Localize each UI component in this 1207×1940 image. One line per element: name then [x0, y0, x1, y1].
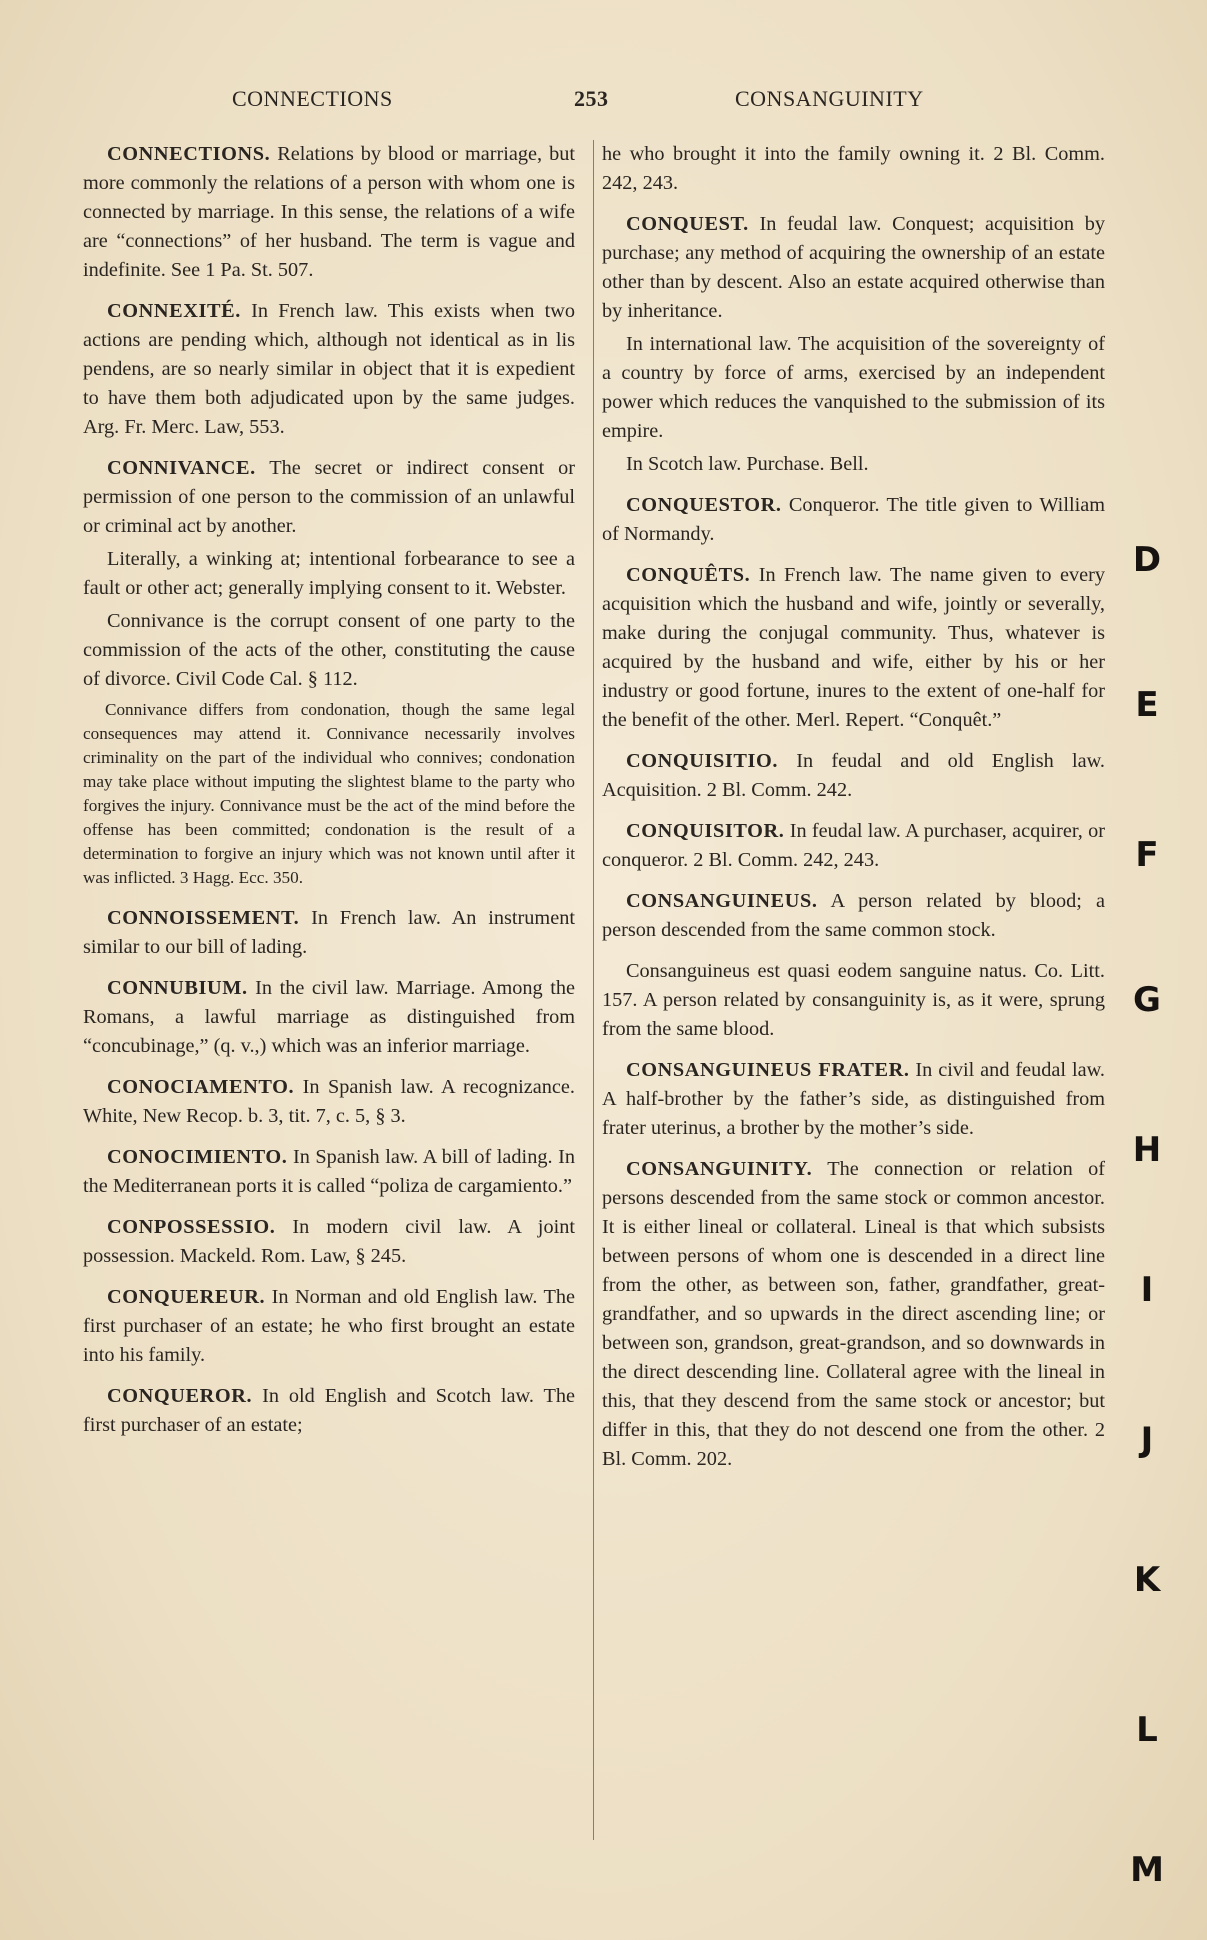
thumb-tab-f: F — [1135, 835, 1159, 875]
entry-text: In feudal law. A purchaser, acquirer, or conqueror. 2 Bl. Comm. 242, 243. — [602, 820, 1105, 871]
entry-headword: CONPOSSESSIO. — [107, 1216, 276, 1238]
entry-headword: CONOCIMIENTO. — [107, 1146, 288, 1168]
entry-text: In French law. This exists when two actions are pending which, although not identical as in lis pendens, are so nearly similar in object that it is expedient to have them both adjudicated upon by the same judges. Arg. Fr. Merc. Law, 553. — [83, 300, 575, 438]
entry-text: Connivance differs from condonation, though the same legal consequences may attend it. Connivance necessarily involves criminality on the part of the individual who connives; condonation may take place without imputing the slightest blame to the party who forgives the injury. Connivance must be the act of the mind before the offense has been committed; condonation is the result of a determination to forgive an injury which was not known until after it was inflicted. 3 Hagg. Ecc. 350. — [83, 700, 575, 887]
dictionary-entry — [602, 140, 1105, 198]
entry-headword: CONQUEST. — [626, 213, 749, 235]
thumb-tab-l: L — [1136, 1710, 1158, 1750]
dictionary-entry — [602, 747, 1105, 805]
dictionary-entry — [602, 817, 1105, 875]
entry-text: In the civil law. Marriage. Among the Romans, a lawful marriage as distinguished from “concubinage,” (q. v.,) which was an inferior marriage. — [83, 977, 575, 1057]
dictionary-entry — [83, 974, 575, 1061]
dictionary-entry — [602, 491, 1105, 549]
dictionary-entry — [83, 297, 575, 442]
thumb-tab-h: H — [1132, 1130, 1162, 1170]
entry-headword: CONNECTIONS. — [107, 143, 271, 165]
dictionary-entry — [83, 1382, 575, 1440]
entry-text: In old English and Scotch law. The first purchaser of an estate; — [83, 1385, 575, 1436]
entry-text: Conqueror. The title given to William of Normandy. — [602, 494, 1105, 545]
entry-text: The connection or relation of persons descended from the same stock or common ancestor. It is either lineal or collateral. Lineal is that which subsists between persons of whom one is descended in a direct line from the other, as between son, father, grandfather, great-grandfather, and so upwards in the direct ascending line; or between son, grandson, great-grandson, and so downwards in the direct descending line. Collateral agree with the lineal in this, that they descend from the same stock or ancestor; but differ in this, that they do not descend one from the other. 2 Bl. Comm. 202. — [602, 1158, 1105, 1470]
entry-text: In civil and feudal law. A half-brother by the father’s side, as distinguished from frater uterinus, a brother by the mother’s side. — [602, 1059, 1105, 1139]
dictionary-entry — [602, 330, 1105, 446]
entry-text: In Spanish law. A bill of lading. In the Mediterranean ports it is called “poliza de cargamiento.” — [83, 1146, 575, 1197]
entry-text: In Norman and old English law. The first purchaser of an estate; he who first brought an estate into his family. — [83, 1286, 575, 1366]
dictionary-entry — [602, 210, 1105, 326]
thumb-tab-i: I — [1140, 1270, 1154, 1310]
page-number: 253 — [574, 86, 609, 111]
right-column — [602, 140, 1105, 1486]
entry-text: In modern civil law. A joint possession. Mackeld. Rom. Law, § 245. — [83, 1216, 575, 1267]
dictionary-entry — [602, 1155, 1105, 1474]
entry-headword: CONNEXITÉ. — [107, 300, 241, 322]
entry-text: In feudal law. Conquest; acquisition by purchase; any method of acquiring the ownership of an estate other than by descent. Also an estate acquired otherwise than by inheritance. — [602, 213, 1105, 322]
entry-headword: CONNIVANCE. — [107, 457, 256, 479]
dictionary-entry — [83, 454, 575, 541]
entry-text: In Scotch law. Purchase. Bell. — [626, 453, 869, 475]
entry-text: he who brought it into the family owning it. 2 Bl. Comm. 242, 243. — [602, 143, 1105, 194]
entry-headword: CONQUEROR. — [107, 1385, 253, 1407]
entry-headword: CONOCIAMENTO. — [107, 1076, 295, 1098]
dictionary-entry — [83, 140, 575, 285]
entry-headword: CONQUISITOR. — [626, 820, 785, 842]
dictionary-entry — [83, 1143, 575, 1201]
dictionary-entry — [83, 1283, 575, 1370]
thumb-tab-e: E — [1135, 685, 1159, 725]
dictionary-entry — [83, 607, 575, 694]
entry-headword: CONQUÊTS. — [626, 564, 751, 586]
entry-headword: CONNUBIUM. — [107, 977, 248, 999]
entry-text: The secret or indirect consent or permission of one person to the commission of an unlawful or criminal act by another. — [83, 457, 575, 537]
dictionary-entry — [602, 561, 1105, 735]
entry-text: Relations by blood or marriage, but more commonly the relations of a person with whom one is connected by marriage. In this sense, the relations of a wife are “connections” of her husband. The term is vague and indefinite. See 1 Pa. St. 507. — [83, 143, 575, 281]
entry-headword: CONQUISITIO. — [626, 750, 779, 772]
dictionary-entry — [602, 957, 1105, 1044]
entry-text: In international law. The acquisition of the sovereignty of a country by force of arms, exercised by an independent power which reduces the vanquished to the submission of its empire. — [602, 333, 1105, 442]
dictionary-entry — [83, 904, 575, 962]
entry-headword: CONSANGUINEUS FRATER. — [626, 1059, 910, 1081]
entry-headword: CONQUESTOR. — [626, 494, 782, 516]
header-left-guideword: CONNECTIONS — [232, 86, 393, 111]
entry-text: Literally, a winking at; intentional forbearance to see a fault or other act; generally implying consent to it. Webster. — [83, 548, 575, 599]
entry-text: Connivance is the corrupt consent of one party to the commission of the acts of the other, constituting the cause of divorce. Civil Code Cal. § 112. — [83, 610, 575, 690]
dictionary-entry — [602, 1056, 1105, 1143]
dictionary-entry — [602, 887, 1105, 945]
running-header — [0, 86, 1207, 116]
entry-text: In French law. The name given to every acquisition which the husband and wife, jointly or severally, make during the conjugal community. Thus, whatever is acquired by the husband and wife, either by his or her industry or good fortune, inures to the extent of one-half for the benefit of the other. Merl. Repert. “Conquêt.” — [602, 564, 1105, 731]
entry-text: In feudal and old English law. Acquisition. 2 Bl. Comm. 242. — [602, 750, 1105, 801]
entry-note — [83, 698, 575, 890]
entry-headword: CONSANGUINEUS. — [626, 890, 818, 912]
entry-text: In French law. An instrument similar to our bill of lading. — [83, 907, 575, 958]
entry-headword: CONSANGUINITY. — [626, 1158, 813, 1180]
entry-headword: CONQUEREUR. — [107, 1286, 266, 1308]
dictionary-entry — [83, 1073, 575, 1131]
entry-headword: CONNOISSEMENT. — [107, 907, 300, 929]
entry-text: In Spanish law. A recognizance. White, New Recop. b. 3, tit. 7, c. 5, § 3. — [83, 1076, 575, 1127]
entry-text: Consanguineus est quasi eodem sanguine natus. Co. Litt. 157. A person related by consanguinity is, as it were, sprung from the same blood. — [602, 960, 1105, 1040]
thumb-tab-j: J — [1140, 1420, 1154, 1460]
left-column — [83, 140, 575, 1452]
header-right-guideword: CONSANGUINITY — [735, 86, 924, 111]
dictionary-entry — [602, 450, 1105, 479]
thumb-tab-m: M — [1130, 1850, 1164, 1890]
dictionary-entry — [83, 1213, 575, 1271]
thumb-tab-d: D — [1132, 540, 1162, 580]
thumb-tab-g: G — [1133, 980, 1161, 1020]
column-divider — [593, 140, 594, 1840]
thumb-tab-k: K — [1133, 1560, 1161, 1600]
entry-text: A person related by blood; a person descended from the same common stock. — [602, 890, 1105, 941]
dictionary-entry — [83, 545, 575, 603]
